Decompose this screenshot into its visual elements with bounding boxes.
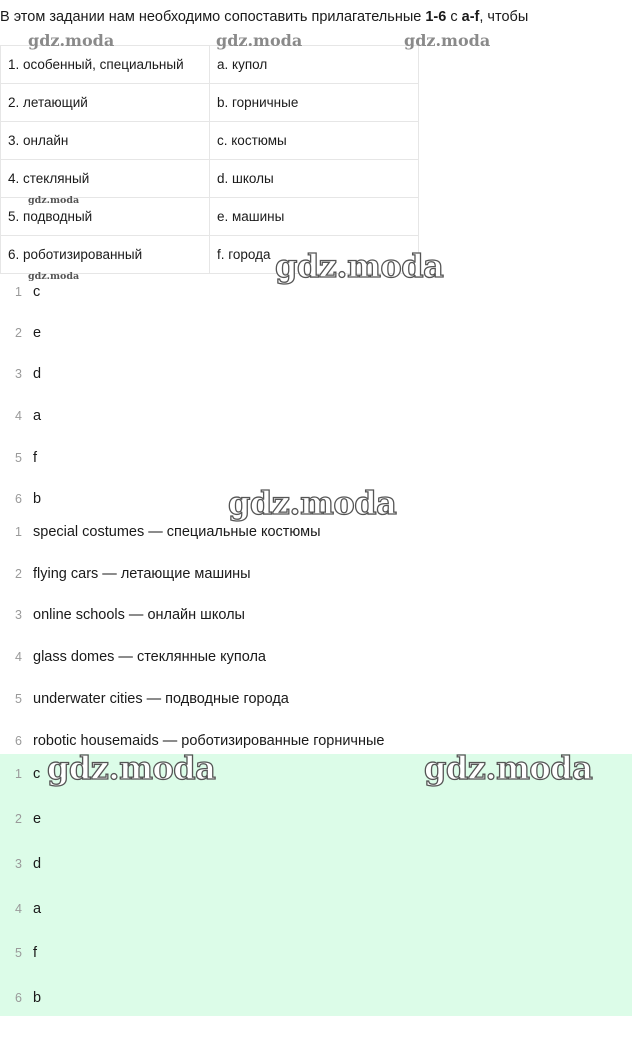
list-item-number: 5: [15, 451, 22, 465]
list-item: [0, 688, 289, 708]
table-row: [1, 198, 419, 236]
watermark-logo: gdz.moda: [404, 31, 491, 50]
list-item-number: 5: [15, 946, 22, 960]
intro-part1: В этом задании нам необходимо сопоставить прилагательные: [0, 9, 426, 25]
list-item: [0, 763, 40, 783]
watermark-logo: gdz.moda: [216, 31, 303, 50]
table-row: [1, 160, 419, 198]
table-cell-adjective: 5. подводный: [1, 198, 210, 236]
table-row: [1, 46, 419, 84]
list-item-number: 5: [15, 692, 22, 706]
list-item-number: 4: [15, 409, 22, 423]
list-item-number: 6: [15, 734, 22, 748]
list-item-text: c: [33, 766, 41, 782]
list-item: [0, 730, 384, 750]
intro-text: [0, 7, 632, 27]
table-cell-adjective: 6. роботизированный: [1, 236, 210, 274]
watermark-logo: gdz.moda: [28, 31, 115, 50]
list-item-text: f: [33, 945, 38, 961]
table-cell-noun: a. купол: [210, 46, 419, 84]
list-item-text: c: [33, 284, 41, 300]
list-item-text: underwater cities — подводные города: [33, 691, 289, 707]
watermark-logo: gdz.moda: [275, 247, 444, 285]
match-table: [0, 45, 419, 274]
list-item-text: flying cars — летающие машины: [33, 566, 251, 582]
list-item-text: a: [33, 901, 42, 917]
answer-box: [0, 754, 632, 1016]
list-item-text: b: [33, 990, 42, 1006]
table-cell-adjective: 4. стекляный: [1, 160, 210, 198]
table-cell-noun: c. костюмы: [210, 122, 419, 160]
list-item: [0, 405, 41, 425]
list-item-number: 3: [15, 608, 22, 622]
table-row: [1, 84, 419, 122]
table-cell-noun: b. горничные: [210, 84, 419, 122]
watermark-logo: gdz.moda: [424, 749, 593, 787]
intro-bold-range-1: 1-6: [425, 9, 447, 25]
table-row: [1, 122, 419, 160]
list-item-number: 4: [15, 650, 22, 664]
list-item-number: 4: [15, 902, 22, 916]
list-item-number: 1: [15, 767, 22, 781]
list-item: [0, 281, 40, 301]
list-item-number: 3: [15, 367, 22, 381]
intro-part2: с: [446, 9, 462, 25]
watermark-logo: gdz.moda: [28, 195, 80, 206]
intro-part3: , чтобы: [479, 9, 529, 25]
list-item: [0, 898, 41, 918]
list-item: [0, 322, 41, 342]
list-item: [0, 853, 41, 873]
list-item-text: f: [33, 450, 38, 466]
list-item: [0, 646, 266, 666]
list-item-number: 2: [15, 812, 22, 826]
intro-bold-range-2: a-f: [461, 9, 480, 25]
list-item-text: e: [33, 325, 42, 341]
table-cell-noun: d. школы: [210, 160, 419, 198]
list-item-number: 1: [15, 285, 22, 299]
watermark-logo: gdz.moda: [28, 271, 80, 282]
list-item-text: e: [33, 811, 42, 827]
list-item-text: online schools — онлайн школы: [33, 607, 245, 623]
list-item-number: 3: [15, 857, 22, 871]
watermark-logo: gdz.moda: [228, 484, 397, 522]
list-item-number: 6: [15, 991, 22, 1005]
list-item: [0, 987, 41, 1007]
list-item: [0, 808, 41, 828]
list-item-text: d: [33, 366, 42, 382]
list-item: [0, 488, 41, 508]
table-cell-adjective: 1. особенный, специальный: [1, 46, 210, 84]
table-cell-adjective: 3. онлайн: [1, 122, 210, 160]
list-item-number: 1: [15, 525, 22, 539]
watermark-logo: gdz.moda: [47, 749, 216, 787]
list-item-text: d: [33, 856, 42, 872]
list-item-number: 6: [15, 492, 22, 506]
list-item: [0, 563, 251, 583]
table-cell-noun: e. машины: [210, 198, 419, 236]
list-item-text: a: [33, 408, 42, 424]
list-item-number: 2: [15, 567, 22, 581]
list-item-text: special costumes — специальные костюмы: [33, 524, 321, 540]
list-item-text: robotic housemaids — роботизированные горничные: [33, 733, 385, 749]
list-item-number: 2: [15, 326, 22, 340]
list-item: [0, 942, 37, 962]
list-item: [0, 447, 37, 467]
list-item-text: glass domes — стеклянные купола: [33, 649, 266, 665]
table-row: [1, 236, 419, 274]
list-item: [0, 363, 41, 383]
list-item-text: b: [33, 491, 42, 507]
list-item: [0, 604, 245, 624]
list-item: [0, 521, 321, 541]
table-cell-noun: f. города: [210, 236, 419, 274]
table-cell-adjective: 2. летающий: [1, 84, 210, 122]
